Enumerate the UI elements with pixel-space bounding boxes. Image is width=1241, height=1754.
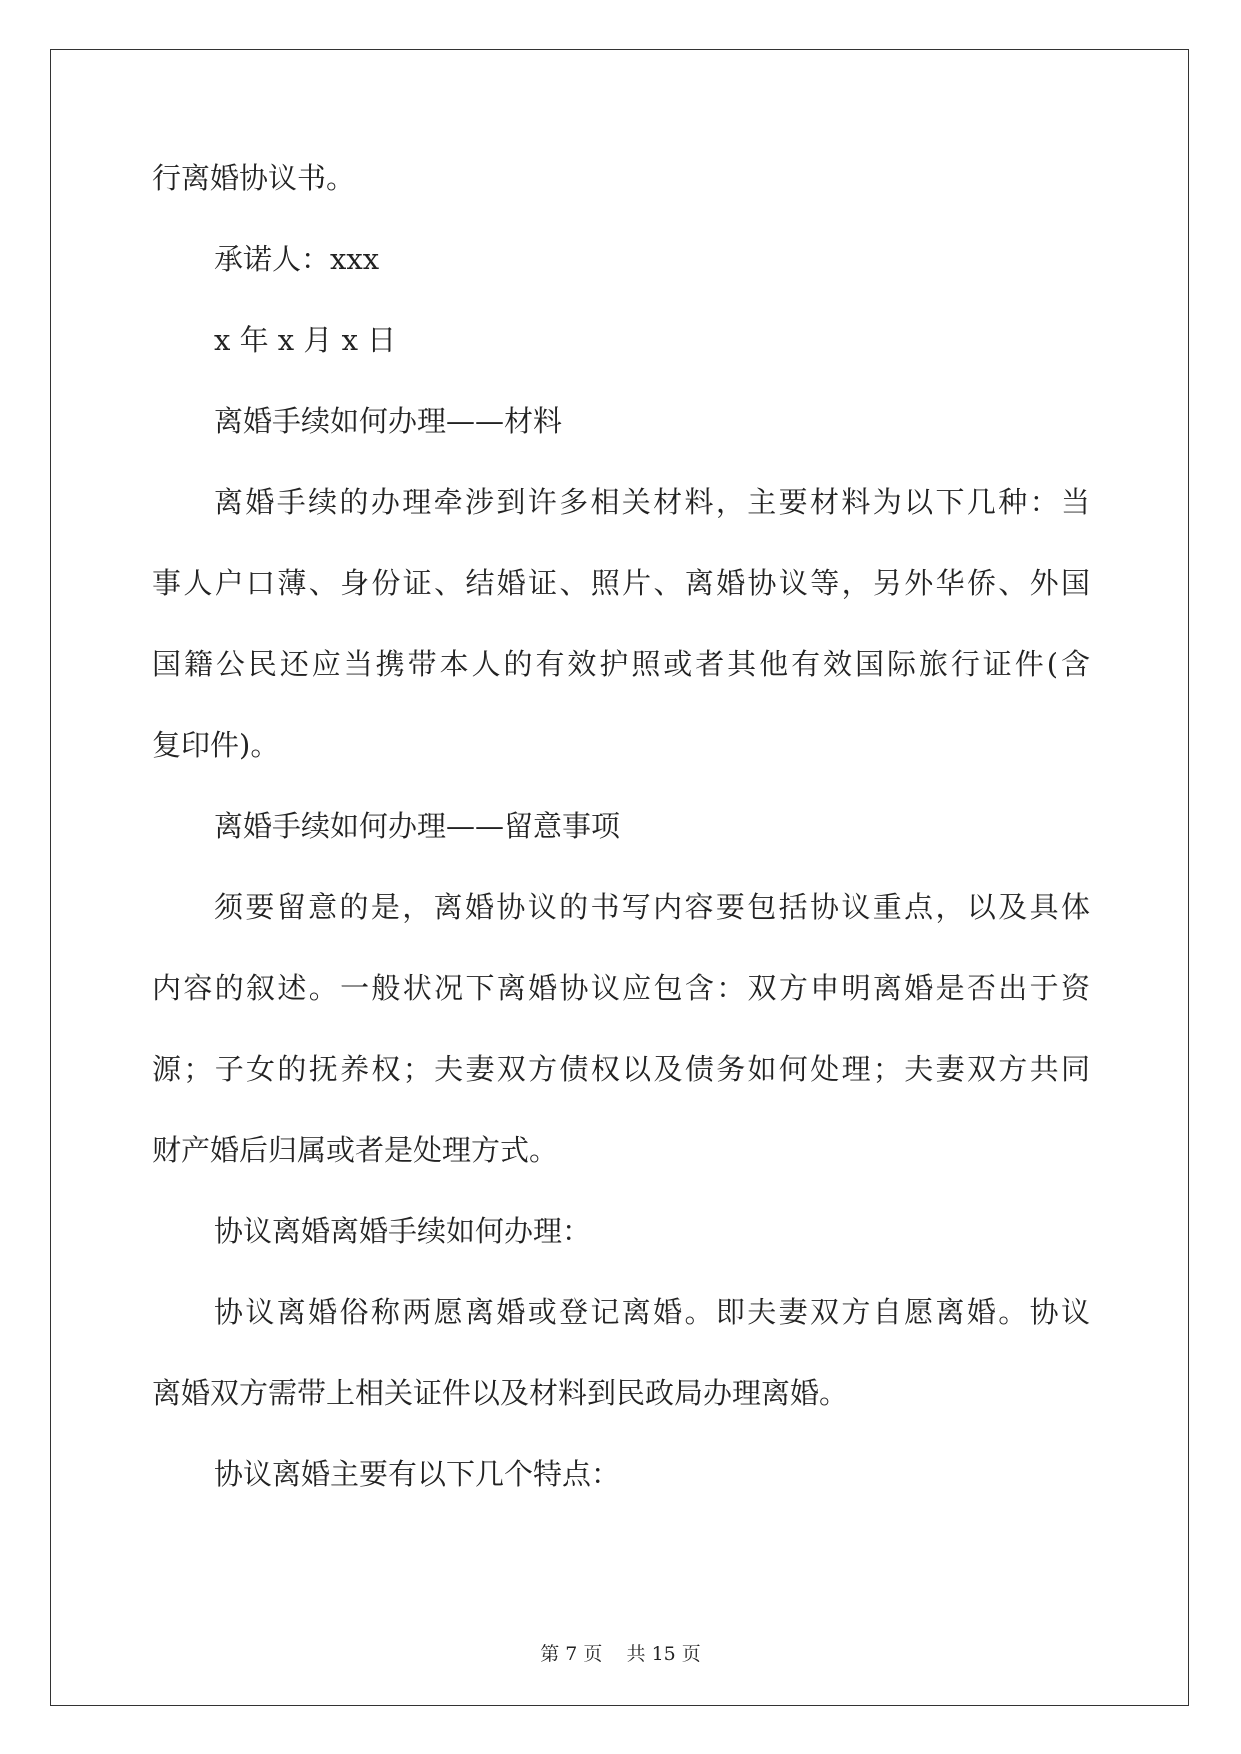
paragraph-line: 源；子女的抚养权；夫妻双方债权以及债务如何处理；夫妻双方共同 bbox=[152, 1052, 1090, 1086]
paragraph-line: 复印件)。 bbox=[152, 728, 280, 762]
signatory-line: 承诺人：xxx bbox=[214, 242, 380, 276]
paragraph-line: 事人户口薄、身份证、结婚证、照片、离婚协议等，另外华侨、外国 bbox=[152, 566, 1090, 600]
paragraph-line: 离婚手续的办理牵涉到许多相关材料，主要材料为以下几种：当 bbox=[214, 485, 1090, 519]
page-total: 共 15 页 bbox=[626, 1643, 701, 1665]
paragraph-line: 离婚双方需带上相关证件以及材料到民政局办理离婚。 bbox=[152, 1376, 849, 1410]
paragraph-line: 国籍公民还应当携带本人的有效护照或者其他有效国际旅行证件(含 bbox=[152, 647, 1090, 681]
page-number: 第 7 页 bbox=[540, 1643, 603, 1665]
date-line: x 年 x 月 x 日 bbox=[214, 323, 397, 357]
paragraph-line: 协议离婚主要有以下几个特点： bbox=[214, 1457, 621, 1491]
paragraph-line: 须要留意的是，离婚协议的书写内容要包括协议重点，以及具体 bbox=[214, 890, 1090, 924]
paragraph-line: 财产婚后归属或者是处理方式。 bbox=[152, 1133, 559, 1167]
paragraph-line: 协议离婚俗称两愿离婚或登记离婚。即夫妻双方自愿离婚。协议 bbox=[214, 1295, 1090, 1329]
section-heading: 协议离婚离婚手续如何办理： bbox=[214, 1214, 592, 1248]
section-heading: 离婚手续如何办理——留意事项 bbox=[214, 809, 621, 843]
text-line: 行离婚协议书。 bbox=[152, 161, 356, 195]
page-footer bbox=[0, 1642, 1241, 1666]
paragraph-line: 内容的叙述。一般状况下离婚协议应包含：双方申明离婚是否出于资 bbox=[152, 971, 1090, 1005]
section-heading: 离婚手续如何办理——材料 bbox=[214, 404, 563, 438]
